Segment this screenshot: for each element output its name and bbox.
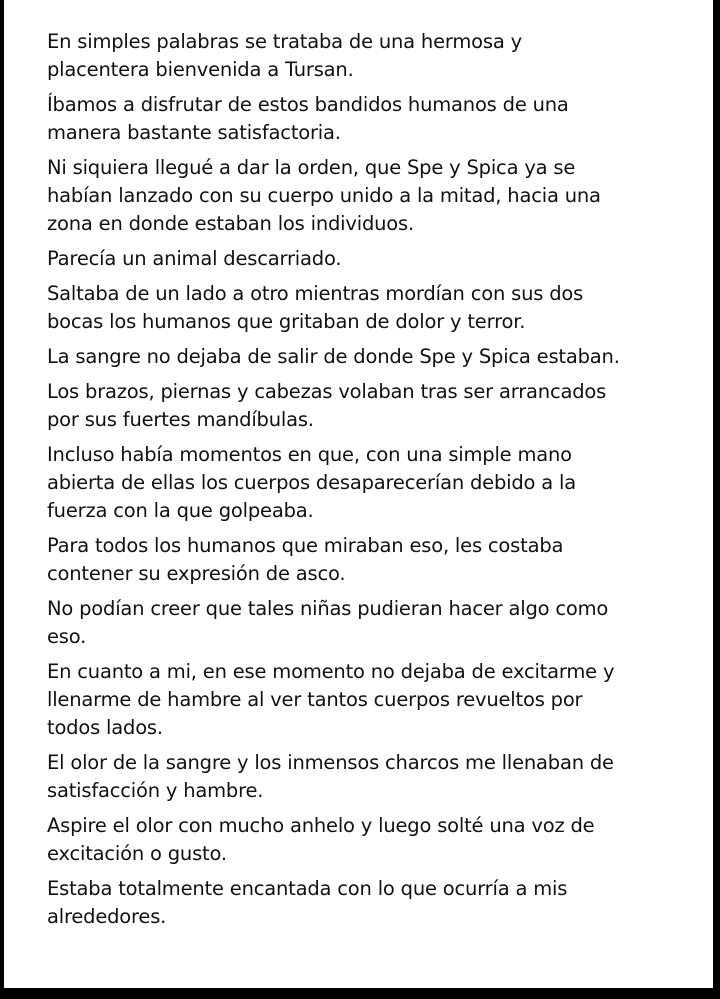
text-line: excitación o gusto. <box>47 842 227 865</box>
text-line: contener su expresión de asco. <box>47 562 346 585</box>
text-line: satisfacción y hambre. <box>47 779 264 802</box>
text-line: abierta de ellas los cuerpos desaparecerían debido a la <box>47 471 576 494</box>
text-line: Saltaba de un lado a otro mientras mordían con sus dos <box>47 282 584 305</box>
text-line: fuerza con la que golpeaba. <box>47 499 314 522</box>
text-line: todos lados. <box>47 716 163 739</box>
text-line: En simples palabras se trataba de una hermosa y <box>47 30 522 53</box>
paragraph <box>47 532 707 588</box>
text-line: El olor de la sangre y los inmensos charcos me llenaban de <box>47 751 614 774</box>
paragraph <box>47 378 707 434</box>
text-line: La sangre no dejaba de salir de donde Spe y Spica estaban. <box>47 345 620 368</box>
paragraph <box>47 154 707 238</box>
text-line: Incluso había momentos en que, con una simple mano <box>47 443 572 466</box>
document-body <box>47 28 707 938</box>
paragraph <box>47 875 707 931</box>
text-line: Estaba totalmente encantada con lo que ocurría a mis <box>47 877 568 900</box>
text-line: En cuanto a mi, en ese momento no dejaba de excitarme y <box>47 660 615 683</box>
text-line: Los brazos, piernas y cabezas volaban tras ser arrancados <box>47 380 607 403</box>
paragraph <box>47 749 707 805</box>
paragraph <box>47 245 707 273</box>
paragraph <box>47 28 707 84</box>
text-line: Íbamos a disfrutar de estos bandidos humanos de una <box>47 93 569 116</box>
text-line: habían lanzado con su cuerpo unido a la mitad, hacia una <box>47 184 601 207</box>
text-line: llenarme de hambre al ver tantos cuerpos revueltos por <box>47 688 583 711</box>
text-line: manera bastante satisfactoria. <box>47 121 341 144</box>
document-page <box>4 0 713 988</box>
text-line: bocas los humanos que gritaban de dolor y terror. <box>47 310 526 333</box>
text-line: Parecía un animal descarriado. <box>47 247 342 270</box>
paragraph <box>47 658 707 742</box>
text-line: Aspire el olor con mucho anhelo y luego solté una voz de <box>47 814 595 837</box>
text-line: Para todos los humanos que miraban eso, les costaba <box>47 534 564 557</box>
text-line: alrededores. <box>47 905 167 928</box>
paragraph <box>47 812 707 868</box>
paragraph <box>47 441 707 525</box>
text-line: No podían creer que tales niñas pudieran hacer algo como <box>47 597 609 620</box>
paragraph <box>47 280 707 336</box>
paragraph <box>47 595 707 651</box>
text-line: por sus fuertes mandíbulas. <box>47 408 314 431</box>
paragraph <box>47 343 707 371</box>
text-line: Ni siquiera llegué a dar la orden, que Spe y Spica ya se <box>47 156 576 179</box>
text-line: eso. <box>47 625 87 648</box>
text-line: placentera bienvenida a Tursan. <box>47 58 354 81</box>
paragraph <box>47 91 707 147</box>
text-line: zona en donde estaban los individuos. <box>47 212 414 235</box>
